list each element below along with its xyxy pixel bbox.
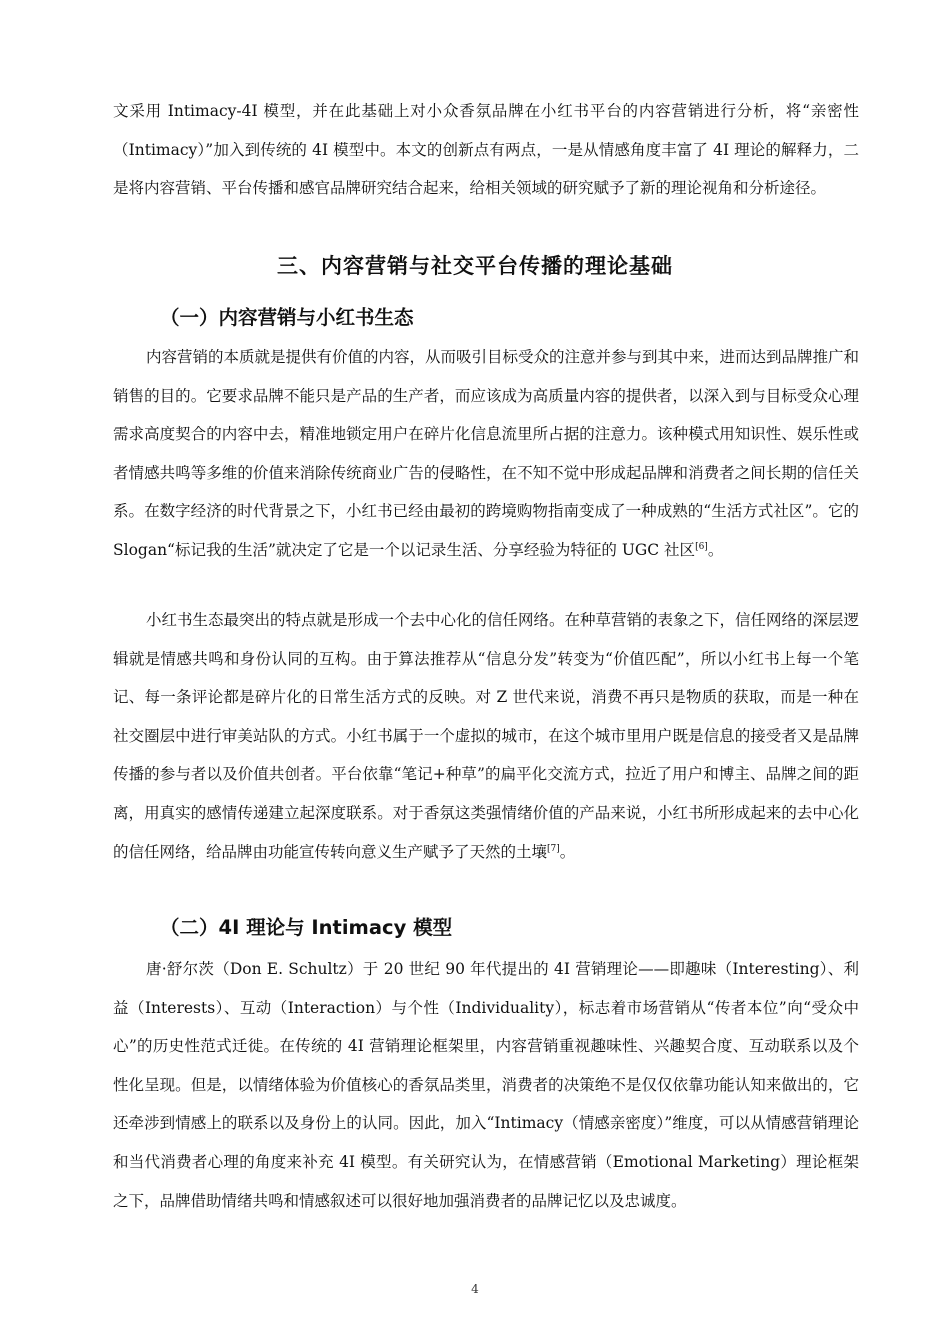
citation-7: [7] bbox=[547, 843, 560, 854]
citation-6: [6] bbox=[695, 541, 708, 552]
subsection-title-content-marketing: （一）内容营销与小红书生态 bbox=[160, 306, 414, 329]
paragraph-xiaohongshu-ecosystem bbox=[113, 601, 859, 871]
paragraph-text: 小红书生态最突出的特点就是形成一个去中心化的信任网络。在种草营销的表象之下，信任网络的深层逻辑就是情感共鸣和身份认同的互构。由于算法推荐从“信息分发”转变为“价值匹配”，所以小红书上每一个笔记、每一条评论都是碎片化的日常生活方式的反映。对 Z 世代来说，消费不再只是物质的获取，而是一种在社交圈层中进行审美站队的方式。小红书属于一个虚拟的城市，在这个城市里用户既是信息的接受者又是品牌传播的参与者以及价值共创者。平台依靠“笔记+种草”的扁平化交流方式，拉近了用户和博主、品牌之间的距离，用真实的感情传递建立起深度联系。对于香氛这类强情绪价值的产品来说，小红书所形成起来的去中心化的信任网络，给品牌由功能宣传转向意义生产赋予了天然的土壤 bbox=[113, 611, 860, 861]
paragraph-end-punct: 。 bbox=[707, 540, 724, 559]
subsection-title-4i-intimacy: （二）4I 理论与 Intimacy 模型 bbox=[160, 916, 453, 939]
section-title: 三、内容营销与社交平台传播的理论基础 bbox=[277, 254, 673, 278]
intro-paragraph: 文采用 Intimacy-4I 模型，并在此基础上对小众香氛品牌在小红书平台的内容营销进行分析，将“亲密性（Intimacy）”加入到传统的 4I 模型中。本文的创新点有两点，一是从情感角度丰富了 4I 理论的解释力，二是将内容营销、平台传播和感官品牌研究结合起来，给相关领域的研究赋予了新的理论视角和分析途径。 bbox=[113, 102, 859, 198]
paragraph-4i-theory: 唐·舒尔茨（Don E. Schultz）于 20 世纪 90 年代提出的 4I 营销理论——即趣味（Interesting）、利益（Interests）、互动（Interaction）与个性（Individuality），标志着市场营销从“传者本位”向“受众中心”的历史性范式迁徙。在传统的 4I 营销理论框架里，内容营销重视趣味性、兴趣契合度、互动联系以及个性化呈现。但是，以情绪体验为价值核心的香氛品类里，消费者的决策绝不是仅仅依靠功能认知来做出的，它还牵涉到情感上的联系以及身份上的认同。因此，加入“Intimacy（情感亲密度）”维度，可以从情感营销理论和当代消费者心理的角度来补充 4I 模型。有关研究认为，在情感营销（Emotional Marketing）理论框架之下，品牌借助情绪共鸣和情感叙述可以很好地加强消费者的品牌记忆以及忠诚度。 bbox=[113, 960, 859, 1210]
paragraph-content-marketing bbox=[113, 338, 859, 570]
paragraph-end-punct: 。 bbox=[559, 842, 576, 861]
paragraph-text: 内容营销的本质就是提供有价值的内容，从而吸引目标受众的注意并参与到其中来，进而达到品牌推广和销售的目的。它要求品牌不能只是产品的生产者，而应该成为高质量内容的提供者，以深入到与目标受众心理需求高度契合的内容中去，精准地锁定用户在碎片化信息流里所占据的注意力。该种模式用知识性、娱乐性或者情感共鸣等多维的价值来消除传统商业广告的侵略性，在不知不觉中形成起品牌和消费者之间长期的信任关系。在数字经济的时代背景之下，小红书已经由最初的跨境购物指南变成了一种成熟的“生活方式社区”。它的 Slogan“标记我的生活”就决定了它是一个以记录生活、分享经验为特征的 UGC 社区 bbox=[113, 348, 860, 559]
page-number: 4 bbox=[471, 1282, 479, 1296]
